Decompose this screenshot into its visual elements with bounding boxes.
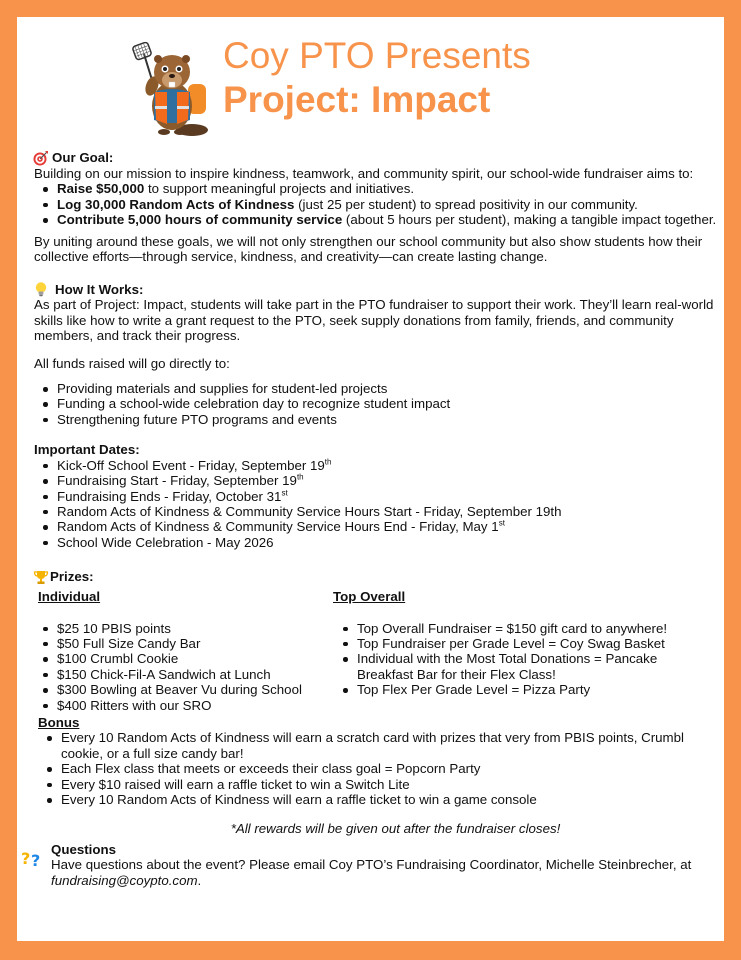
bonus-item: Every 10 Random Acts of Kindness will earn a scratch card with prizes that very from PBIS points, Crumbl cookie, or a full size candy bar! — [61, 730, 718, 761]
bonus-item: Every $10 raised will earn a raffle ticket to win a Switch Lite — [61, 777, 718, 792]
date-item-text: School Wide Celebration - May 2026 — [57, 534, 274, 550]
date-item-text: Fundraising Ends - Friday, October 31 — [57, 488, 282, 504]
date-item-text: Random Acts of Kindness & Community Service Hours End - Friday, May 1 — [57, 519, 499, 535]
goal-item — [57, 197, 718, 212]
top-overall-item: Top Flex Per Grade Level = Pizza Party — [357, 682, 713, 697]
individual-item: $150 Chick-Fil-A Sandwich at Lunch — [57, 667, 333, 682]
lightbulb-icon — [33, 281, 49, 297]
goal-closing: By uniting around these goals, we will not only strengthen our school community but also show students how their collective efforts—through service, kindness, and creativity—can create lasting change. — [34, 233, 703, 265]
date-item-text: Kick-Off School Event - Friday, September 19 — [57, 457, 325, 473]
trophy-icon — [33, 569, 49, 585]
target-icon — [33, 150, 49, 166]
content — [21, 150, 718, 888]
svg-text:?: ? — [21, 848, 31, 868]
prizes-heading-text: Prizes: — [50, 569, 94, 585]
individual-item: $50 Full Size Candy Bar — [57, 636, 333, 651]
bonus-list — [61, 730, 718, 807]
prizes-heading — [33, 569, 718, 585]
how-heading — [33, 281, 718, 297]
dates-heading: Important Dates: — [34, 442, 140, 458]
goal-item-text: to support meaningful projects and initiatives. — [144, 181, 415, 197]
goal-heading-text: Our Goal: — [52, 150, 114, 166]
funds-list — [57, 381, 718, 427]
goal-heading — [33, 150, 718, 166]
questions-heading: Questions — [51, 841, 117, 857]
date-item — [57, 458, 718, 473]
question-marks-icon — [21, 848, 45, 868]
individual-column — [33, 589, 333, 713]
goal-item-text: (just 25 per student) to spread positivity in our community. — [294, 196, 638, 212]
funds-item: Providing materials and supplies for student-led projects — [57, 381, 718, 396]
title-line-2: Project: Impact — [223, 79, 491, 120]
questions-period: . — [197, 872, 202, 888]
top-overall-column — [333, 589, 713, 713]
dates-section — [33, 442, 718, 550]
date-item-suffix: th — [324, 457, 332, 467]
beaver-mascot-icon — [122, 42, 222, 142]
individual-heading: Individual — [38, 589, 101, 605]
individual-item: $100 Crumbl Cookie — [57, 651, 333, 666]
bonus-heading: Bonus — [38, 714, 80, 730]
goal-item-bold: Contribute 5,000 hours of community service — [57, 212, 343, 228]
individual-item: $25 10 PBIS points — [57, 621, 333, 636]
date-item — [57, 519, 718, 534]
date-item — [57, 473, 718, 488]
top-overall-list — [357, 621, 713, 698]
svg-text:?: ? — [31, 850, 41, 868]
date-item — [57, 489, 718, 504]
date-item — [57, 535, 718, 550]
prizes-section — [33, 569, 718, 837]
date-item-suffix: st — [281, 488, 288, 498]
date-item — [57, 504, 718, 519]
goal-item-bold: Log 30,000 Random Acts of Kindness — [57, 196, 295, 212]
goal-item — [57, 181, 718, 196]
individual-list — [57, 621, 333, 713]
bonus-item: Each Flex class that meets or exceeds their class goal = Popcorn Party — [61, 761, 718, 776]
goal-item — [57, 212, 718, 227]
top-overall-item: Top Overall Fundraiser = $150 gift card to anywhere! — [357, 621, 713, 636]
goal-item-text: (about 5 hours per student), making a tangible impact together. — [342, 212, 717, 228]
goal-intro: Building on our mission to inspire kindness, teamwork, and community spirit, our school-wide fundraiser aims to: — [34, 166, 694, 181]
date-item-text: Random Acts of Kindness & Community Service Hours Start - Friday, September 19th — [57, 503, 562, 519]
date-item-suffix: st — [498, 518, 505, 528]
questions-body: Have questions about the event? Please email Coy PTO’s Fundraising Coordinator, Michelle Steinbrecher, at — [51, 857, 692, 873]
how-section — [33, 281, 718, 427]
top-overall-item: Top Fundraiser per Grade Level = Coy Swag Basket — [357, 636, 713, 651]
email-link[interactable]: fundraising@coypto.com — [51, 872, 198, 888]
funds-item: Funding a school-wide celebration day to recognize student impact — [57, 396, 718, 411]
top-overall-heading: Top Overall — [333, 589, 406, 605]
title-line-1: Coy PTO Presents — [223, 35, 531, 76]
individual-item: $300 Bowling at Beaver Vu during School — [57, 682, 333, 697]
date-item-suffix: th — [296, 472, 304, 482]
questions-section — [21, 841, 718, 888]
dates-list — [57, 458, 718, 550]
how-heading-text: How It Works: — [55, 281, 144, 297]
flyer-page — [17, 17, 724, 941]
rewards-note: *All rewards will be given out after the fundraiser closes! — [230, 821, 561, 837]
top-overall-item: Individual with the Most Total Donations = Pancake Breakfast Bar for their Flex Class! — [357, 651, 713, 682]
funds-line: All funds raised will go directly to: — [34, 355, 230, 371]
goal-section — [33, 150, 718, 264]
questions-text — [51, 857, 718, 888]
funds-item: Strengthening future PTO programs and events — [57, 412, 718, 427]
prizes-columns — [33, 589, 718, 713]
individual-item: $400 Ritters with our SRO — [57, 698, 333, 713]
date-item-text: Fundraising Start - Friday, September 19 — [57, 473, 297, 489]
goal-list — [57, 181, 718, 227]
bonus-item: Every 10 Random Acts of Kindness will earn a raffle ticket to win a game console — [61, 792, 718, 807]
how-intro: As part of Project: Impact, students will take part in the PTO fundraiser to support their work. They’ll learn real-world skills like how to write a grant request to the PTO, seek supply donations from family, friends, and community members, and track their progress. — [34, 297, 714, 344]
header — [17, 17, 724, 157]
goal-item-bold: Raise $50,000 — [57, 181, 145, 197]
